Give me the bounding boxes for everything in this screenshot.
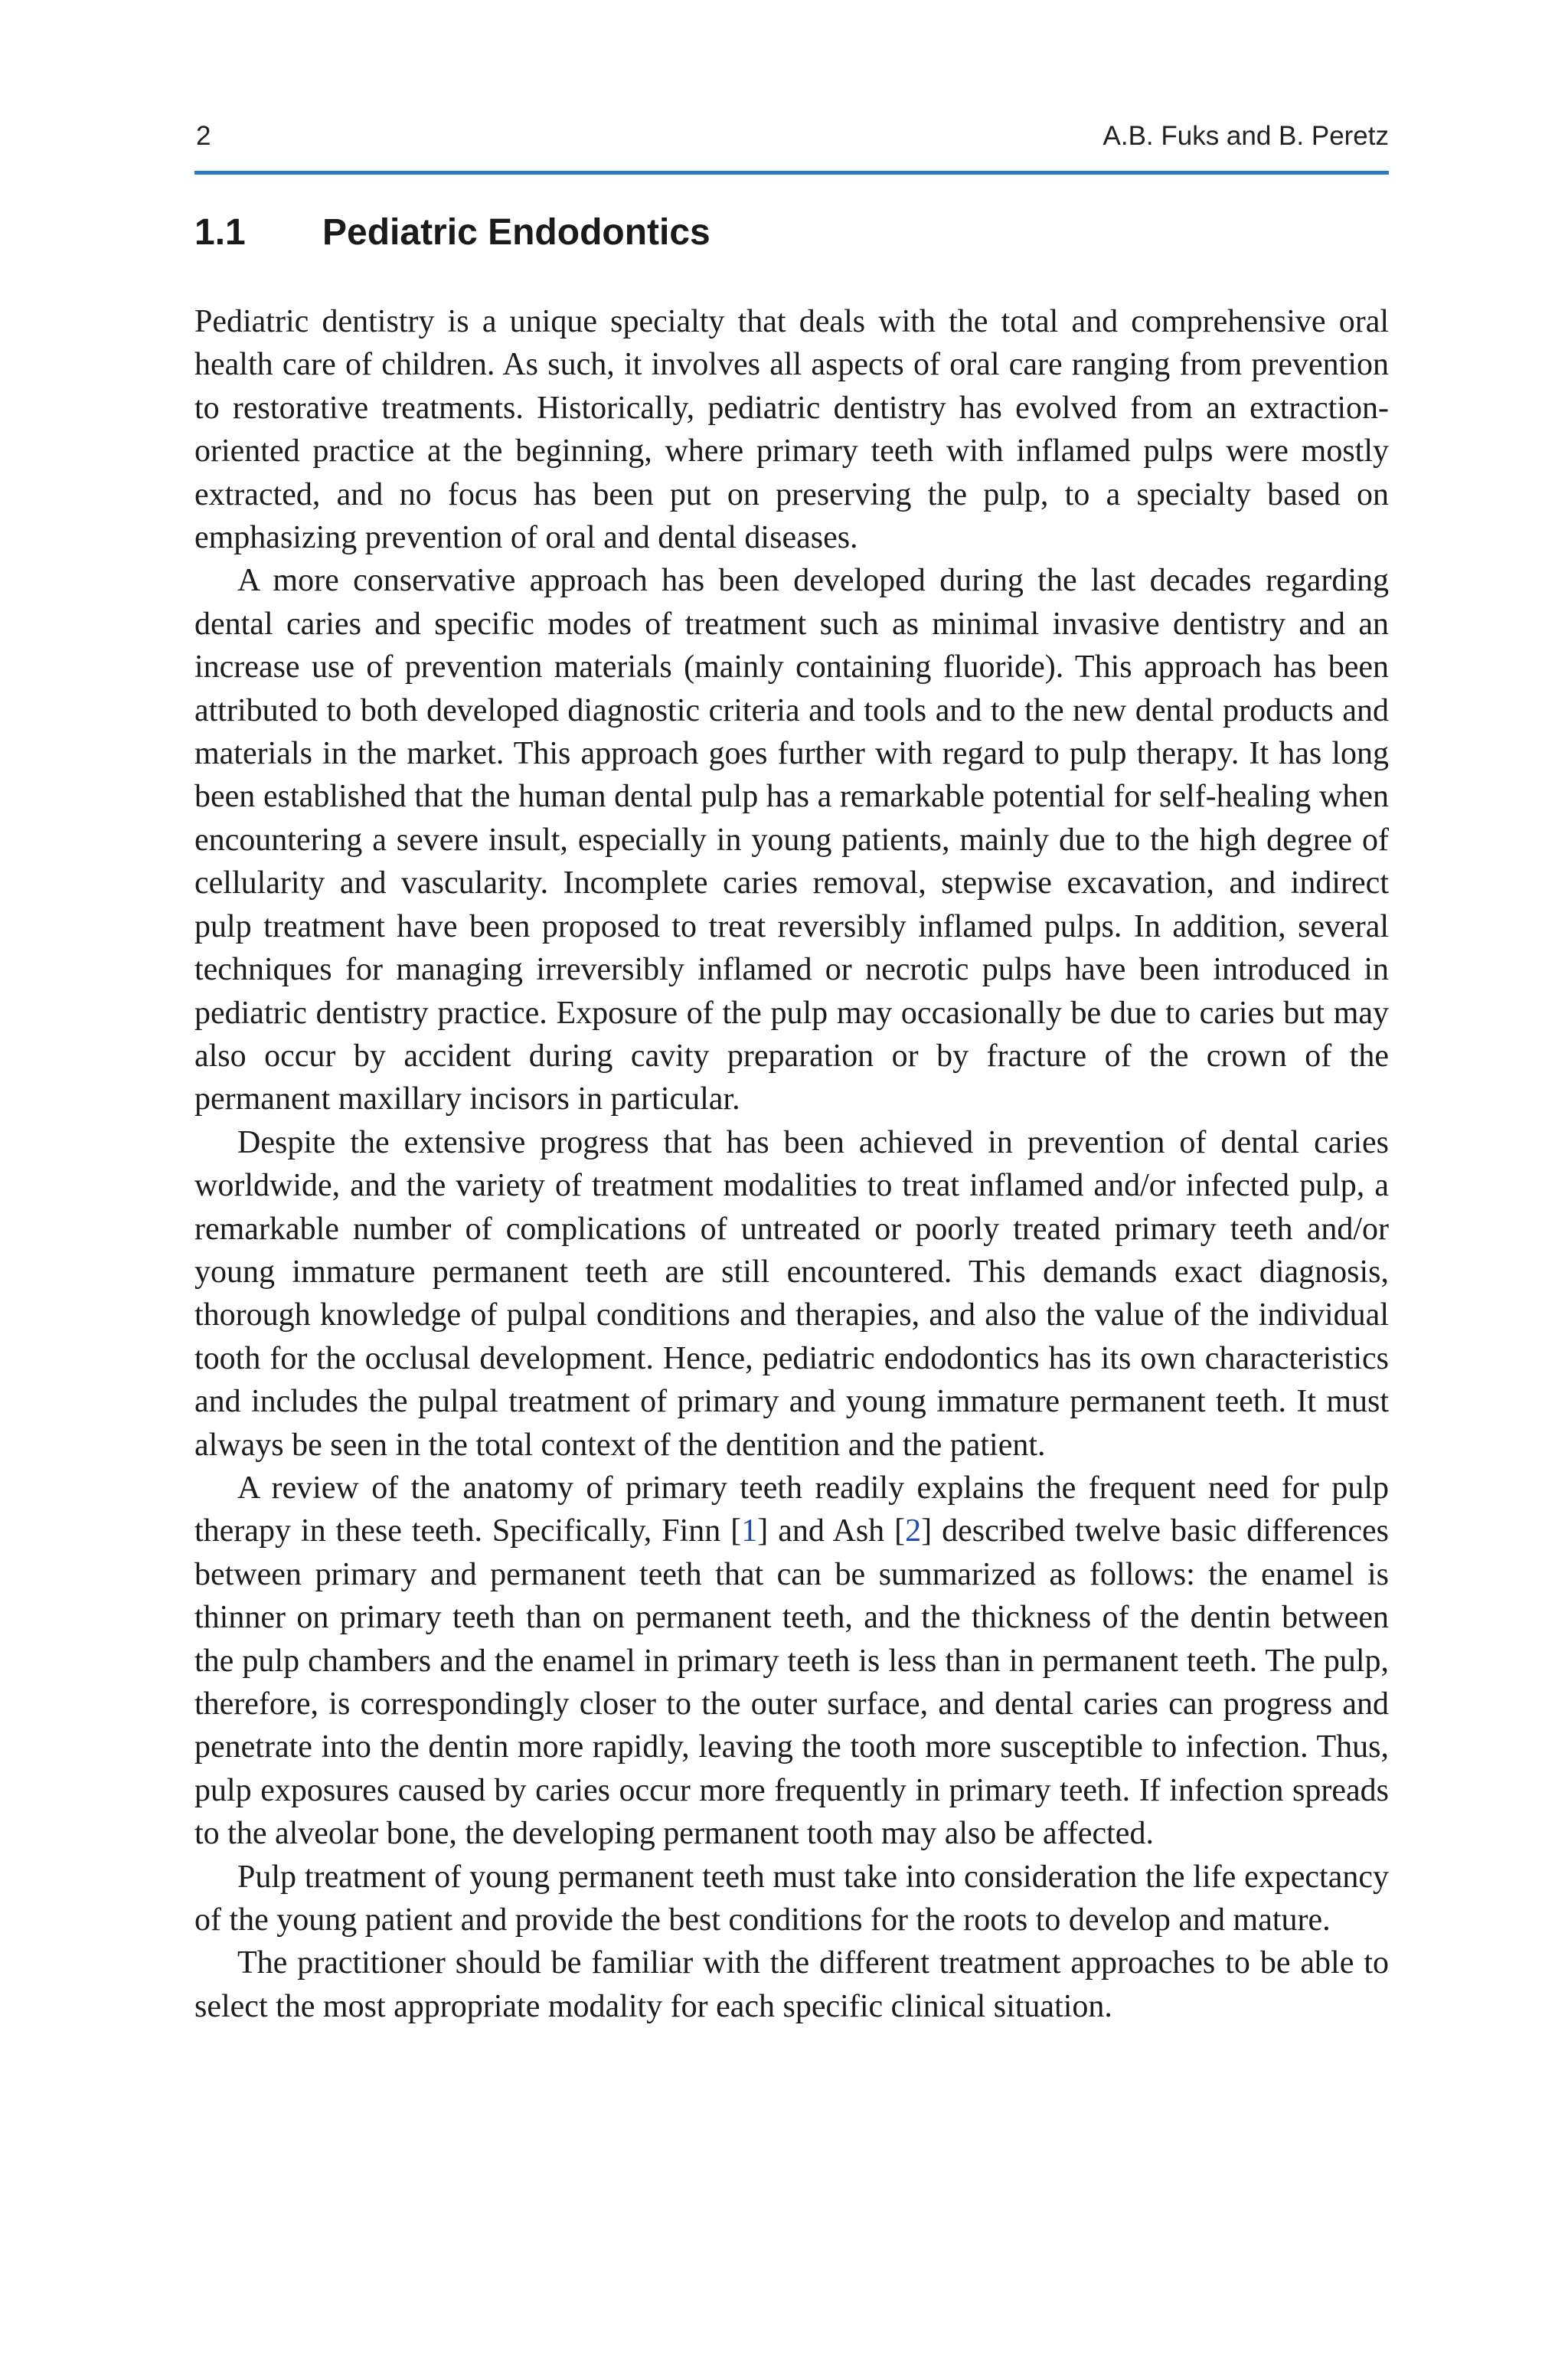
section-heading [194,211,1389,254]
paragraph-5: Pulp treatment of young permanent teeth must take into consideration the life expectancy of the young patient and provide the best conditions for the roots to develop and mature. [194,1859,1389,1938]
paragraph-4-text-a: A review of the anatomy of primary teeth readily explains the frequent need for pulp therapy in these teeth. Specifically, Finn [ [194,1470,1389,1549]
header-rule [194,171,1389,175]
section-number: 1.1 [194,212,246,253]
running-head-authors: A.B. Fuks and B. Peretz [1102,121,1389,151]
section-title: Pediatric Endodontics [322,212,710,253]
paragraph-4-text-c: ] described twelve basic differences between primary and permanent teeth that can be summarized as follows: the enamel is thinner on primary teeth than on permanent teeth, and the thickness of the dentin between the pulp chambers and the enamel in primary teeth is less than in permanent teeth. The pulp, therefore, is correspondingly closer to the outer surface, and dental caries can progress and penetrate into the dentin more rapidly, leaving the tooth more susceptible to infection. Thus, pulp exposures caused by caries occur more frequently in primary teeth. If infection spreads to the alveolar bone, the developing permanent tooth may also be affected. [194,1513,1389,1852]
paragraph-4-text-b: ] and Ash [ [757,1513,906,1549]
running-head [194,121,1389,158]
body-text [194,300,1389,2028]
paragraph-6: The practitioner should be familiar with the different treatment approaches to be able to select the most appropriate modality for each specific clinical situation. [194,1945,1389,2024]
paragraph-2: A more conservative approach has been developed during the last decades regarding dental caries and specific modes of treatment such as minimal invasive dentistry and an increase use of prevention materials (mainly containing fluoride). This approach has been attributed to both developed diagnostic criteria and tools and to the new dental products and materials in the market. This approach goes further with regard to pulp therapy. It has long been established that the human dental pulp has a remarkable potential for self-healing when encountering a severe insult, especially in young patients, mainly due to the high degree of cellularity and vascularity. Incomplete caries removal, stepwise excavation, and indirect pulp treatment have been proposed to treat reversibly inflamed pulps. In addition, several techniques for managing irreversibly inflamed or necrotic pulps have been introduced in pediatric dentistry practice. Exposure of the pulp may occasionally be due to caries but may also occur by accident during cavity preparation or by fracture of the crown of the permanent maxillary incisors in particular. [194,563,1389,1117]
citation-link-1[interactable]: 1 [741,1513,758,1549]
citation-link-2[interactable]: 2 [905,1513,922,1549]
paragraph-3: Despite the extensive progress that has been achieved in prevention of dental caries worldwide, and the variety of treatment modalities to treat inflamed and/or infected pulp, a remarkable number of complications of untreated or poorly treated primary teeth and/or young immature permanent teeth are still encountered. This demands exact diagnosis, thorough knowledge of pulpal conditions and therapies, and also the value of the individual tooth for the occlusal development. Hence, pediatric endodontics has its own characteristics and includes the pulpal treatment of primary and young immature permanent teeth. It must always be seen in the total context of the dentition and the patient. [194,1124,1389,1463]
book-page [194,0,1389,2378]
page-number: 2 [196,121,211,151]
paragraph-4 [194,1467,1389,1856]
paragraph-1: Pediatric dentistry is a unique specialty that deals with the total and comprehensive oral health care of children. As such, it involves all aspects of oral care ranging from prevention to restorative treatments. Historically, pediatric dentistry has evolved from an extraction-oriented practice at the beginning, where primary teeth with inflamed pulps were mostly extracted, and no focus has been put on preserving the pulp, to a specialty based on emphasizing prevention of oral and dental diseases. [194,304,1389,556]
